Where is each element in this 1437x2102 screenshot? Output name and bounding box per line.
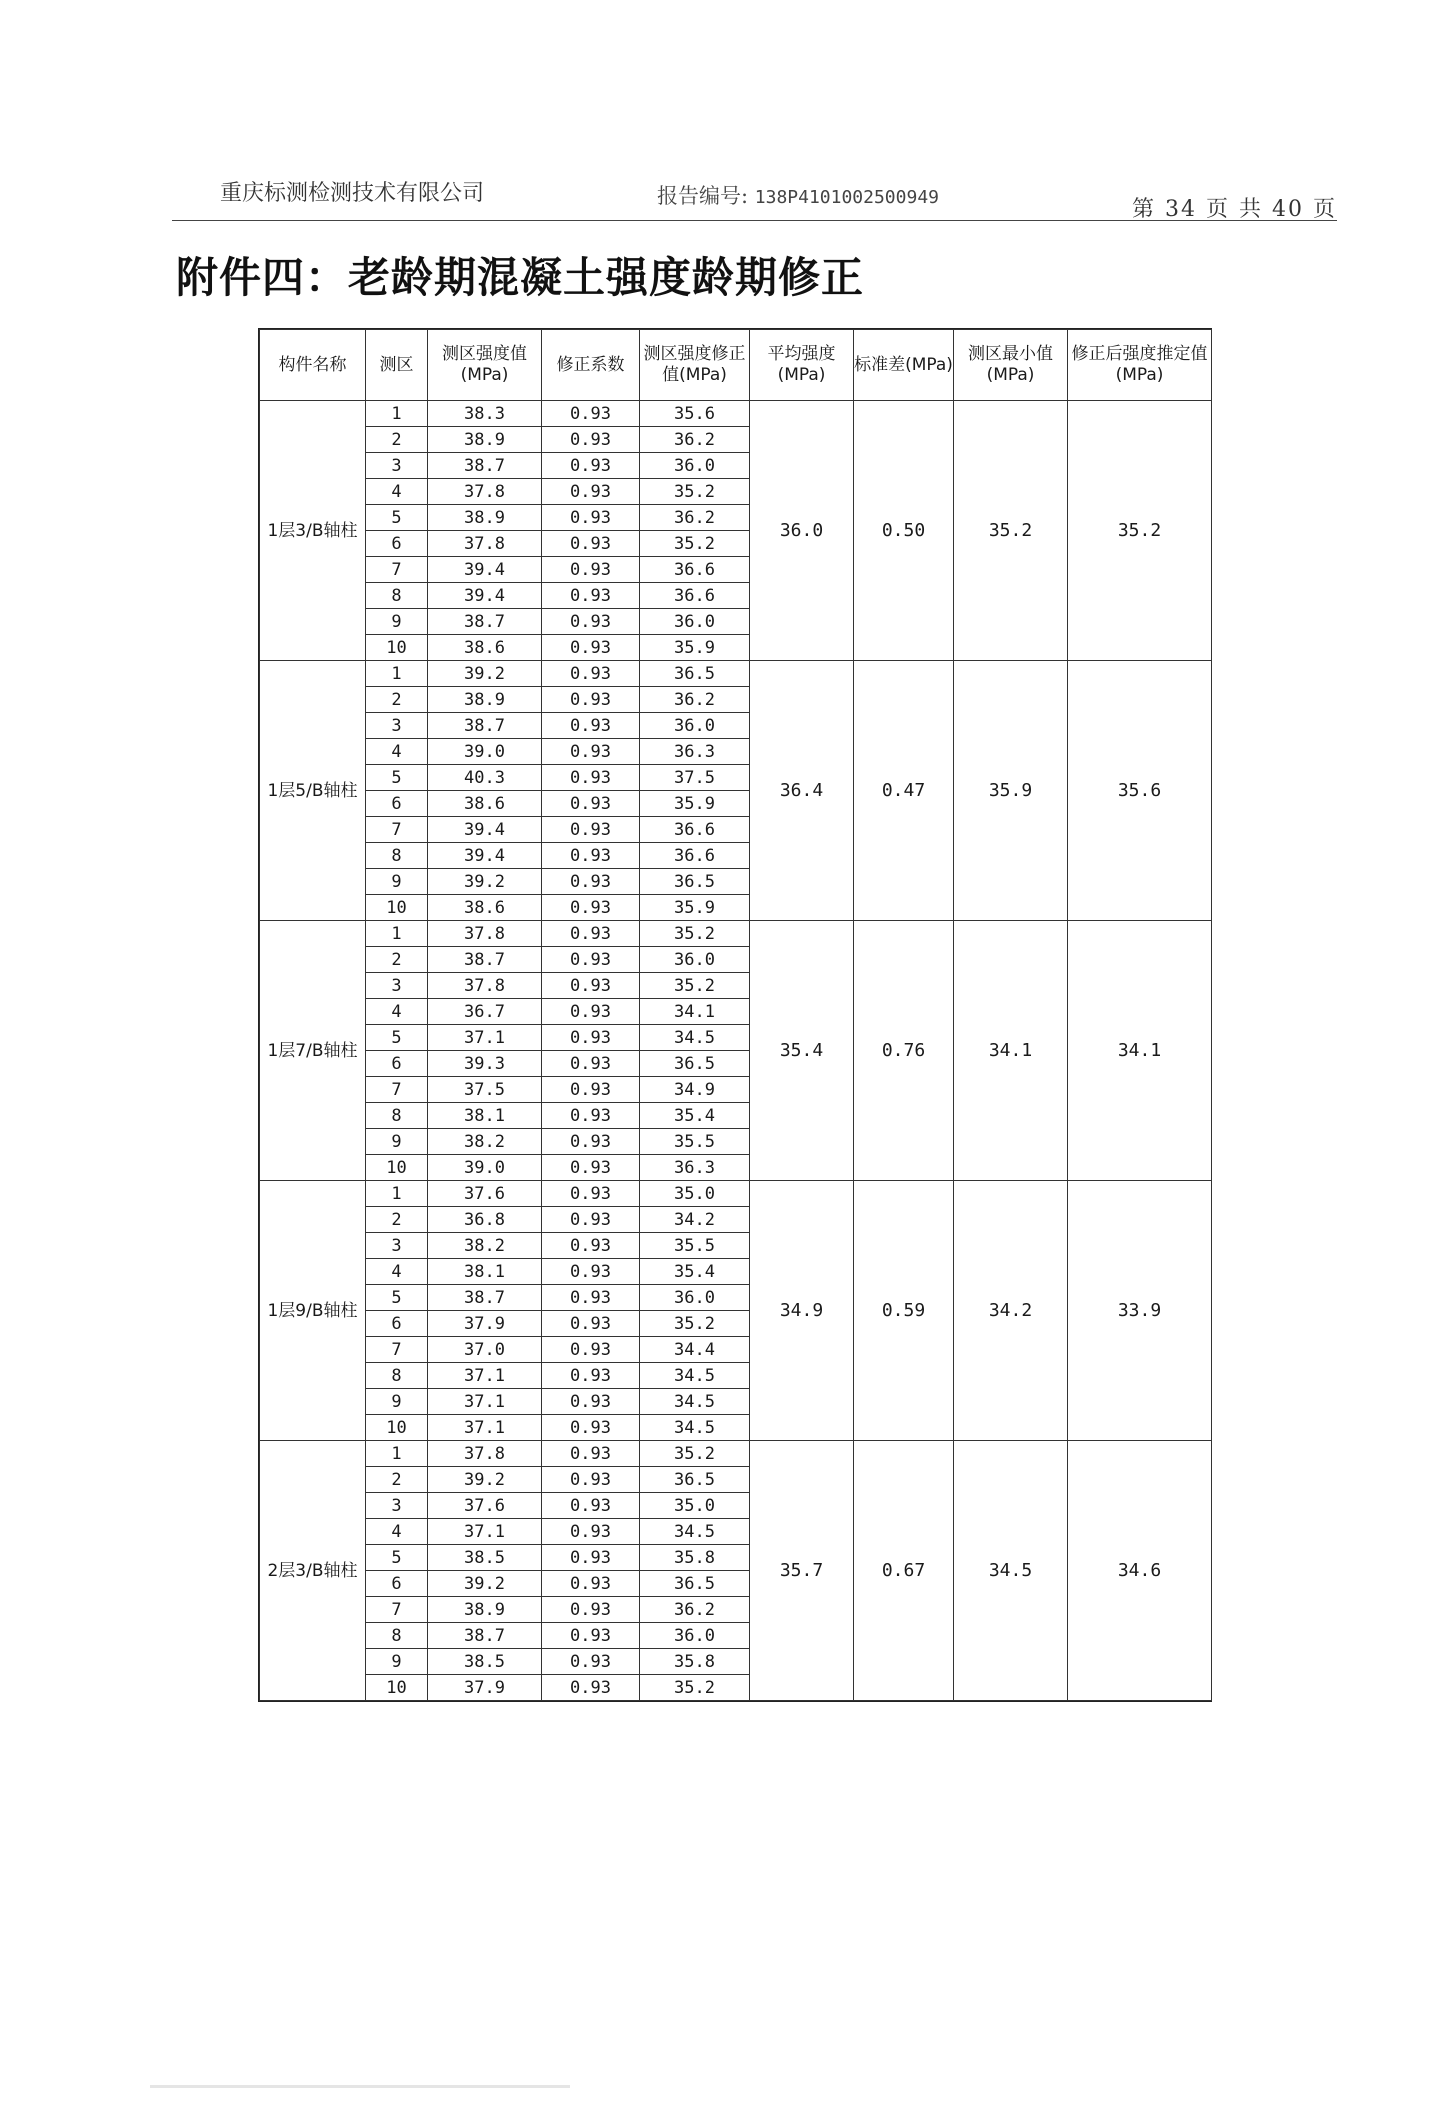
- estimate-cell: 33.9: [1068, 1181, 1212, 1441]
- zone-strength-cell: 38.7: [428, 609, 542, 635]
- zone-strength-cell: 38.3: [428, 401, 542, 427]
- corrected-strength-cell: 36.2: [640, 687, 750, 713]
- zone-strength-cell: 38.7: [428, 1285, 542, 1311]
- col-header-std: 标准差(MPa): [854, 330, 954, 401]
- zone-strength-cell: 37.5: [428, 1077, 542, 1103]
- zone-cell: 5: [366, 505, 428, 531]
- mean-cell: 34.9: [750, 1181, 854, 1441]
- zone-strength-cell: 37.9: [428, 1675, 542, 1701]
- zone-strength-cell: 38.7: [428, 713, 542, 739]
- correction-factor-cell: 0.93: [542, 739, 640, 765]
- zone-cell: 4: [366, 1259, 428, 1285]
- corrected-strength-cell: 35.8: [640, 1545, 750, 1571]
- correction-factor-cell: 0.93: [542, 843, 640, 869]
- col-header-correction-factor: 修正系数: [542, 330, 640, 401]
- col-header-mean: 平均强度(MPa): [750, 330, 854, 401]
- zone-strength-cell: 39.4: [428, 583, 542, 609]
- corrected-strength-cell: 35.6: [640, 401, 750, 427]
- zone-cell: 10: [366, 635, 428, 661]
- report-number: [657, 180, 939, 210]
- correction-factor-cell: 0.93: [542, 557, 640, 583]
- corrected-strength-cell: 36.6: [640, 843, 750, 869]
- document-title: 附件四：老龄期混凝土强度龄期修正: [176, 253, 865, 302]
- corrected-strength-cell: 36.5: [640, 869, 750, 895]
- zone-strength-cell: 37.9: [428, 1311, 542, 1337]
- company-name: 重庆标测检测技术有限公司: [220, 181, 485, 206]
- correction-factor-cell: 0.93: [542, 1025, 640, 1051]
- strength-correction-table: [259, 329, 1212, 1701]
- zone-strength-cell: 37.1: [428, 1389, 542, 1415]
- correction-factor-cell: 0.93: [542, 765, 640, 791]
- member-name-cell: 1层3/B轴柱: [260, 401, 366, 661]
- zone-cell: 1: [366, 661, 428, 687]
- zone-cell: 5: [366, 1025, 428, 1051]
- zone-strength-cell: 36.8: [428, 1207, 542, 1233]
- corrected-strength-cell: 35.4: [640, 1259, 750, 1285]
- zone-cell: 10: [366, 1155, 428, 1181]
- zone-cell: 8: [366, 843, 428, 869]
- zone-strength-cell: 37.8: [428, 921, 542, 947]
- zone-cell: 5: [366, 765, 428, 791]
- page-number: 第 34 页 共 40 页: [1132, 197, 1337, 222]
- correction-factor-cell: 0.93: [542, 687, 640, 713]
- zone-cell: 5: [366, 1285, 428, 1311]
- zone-strength-cell: 38.7: [428, 947, 542, 973]
- corrected-strength-cell: 36.5: [640, 1467, 750, 1493]
- zone-cell: 8: [366, 1623, 428, 1649]
- zone-strength-cell: 38.6: [428, 895, 542, 921]
- zone-strength-cell: 39.2: [428, 869, 542, 895]
- zone-cell: 4: [366, 479, 428, 505]
- correction-factor-cell: 0.93: [542, 1311, 640, 1337]
- zone-strength-cell: 37.1: [428, 1025, 542, 1051]
- zone-strength-cell: 39.0: [428, 739, 542, 765]
- zone-strength-cell: 38.9: [428, 427, 542, 453]
- zone-strength-cell: 37.6: [428, 1493, 542, 1519]
- mean-cell: 36.4: [750, 661, 854, 921]
- zone-cell: 9: [366, 1649, 428, 1675]
- min-cell: 34.1: [954, 921, 1068, 1181]
- zone-cell: 2: [366, 427, 428, 453]
- corrected-strength-cell: 35.9: [640, 791, 750, 817]
- correction-factor-cell: 0.93: [542, 1545, 640, 1571]
- zone-cell: 7: [366, 1337, 428, 1363]
- correction-factor-cell: 0.93: [542, 1181, 640, 1207]
- zone-cell: 1: [366, 1181, 428, 1207]
- col-header-member: 构件名称: [260, 330, 366, 401]
- zone-strength-cell: 38.2: [428, 1233, 542, 1259]
- zone-cell: 7: [366, 1597, 428, 1623]
- corrected-strength-cell: 36.2: [640, 1597, 750, 1623]
- zone-cell: 8: [366, 1363, 428, 1389]
- correction-factor-cell: 0.93: [542, 661, 640, 687]
- col-header-zone: 测区: [366, 330, 428, 401]
- zone-strength-cell: 39.2: [428, 1467, 542, 1493]
- zone-strength-cell: 39.4: [428, 817, 542, 843]
- zone-strength-cell: 37.1: [428, 1415, 542, 1441]
- corrected-strength-cell: 34.1: [640, 999, 750, 1025]
- estimate-cell: 34.1: [1068, 921, 1212, 1181]
- correction-factor-cell: 0.93: [542, 1207, 640, 1233]
- correction-factor-cell: 0.93: [542, 1597, 640, 1623]
- zone-cell: 1: [366, 921, 428, 947]
- zone-cell: 2: [366, 1207, 428, 1233]
- min-cell: 34.5: [954, 1441, 1068, 1701]
- corrected-strength-cell: 36.3: [640, 1155, 750, 1181]
- member-name-cell: 1层5/B轴柱: [260, 661, 366, 921]
- zone-cell: 9: [366, 1129, 428, 1155]
- correction-factor-cell: 0.93: [542, 1363, 640, 1389]
- corrected-strength-cell: 34.5: [640, 1363, 750, 1389]
- correction-factor-cell: 0.93: [542, 479, 640, 505]
- member-name-cell: 1层7/B轴柱: [260, 921, 366, 1181]
- corrected-strength-cell: 35.2: [640, 531, 750, 557]
- zone-strength-cell: 39.2: [428, 1571, 542, 1597]
- zone-cell: 10: [366, 1415, 428, 1441]
- correction-factor-cell: 0.93: [542, 453, 640, 479]
- corrected-strength-cell: 35.9: [640, 895, 750, 921]
- mean-cell: 35.4: [750, 921, 854, 1181]
- mean-cell: 36.0: [750, 401, 854, 661]
- zone-strength-cell: 38.1: [428, 1259, 542, 1285]
- zone-cell: 6: [366, 531, 428, 557]
- corrected-strength-cell: 35.2: [640, 1311, 750, 1337]
- zone-strength-cell: 38.9: [428, 505, 542, 531]
- zone-cell: 6: [366, 791, 428, 817]
- corrected-strength-cell: 35.2: [640, 921, 750, 947]
- col-header-estimate: 修正后强度推定值(MPa): [1068, 330, 1212, 401]
- correction-factor-cell: 0.93: [542, 1415, 640, 1441]
- zone-strength-cell: 37.1: [428, 1519, 542, 1545]
- zone-cell: 4: [366, 739, 428, 765]
- correction-factor-cell: 0.93: [542, 1571, 640, 1597]
- zone-cell: 10: [366, 1675, 428, 1701]
- correction-factor-cell: 0.93: [542, 713, 640, 739]
- zone-cell: 8: [366, 1103, 428, 1129]
- zone-cell: 7: [366, 817, 428, 843]
- scan-artifact: [150, 2085, 570, 2088]
- zone-strength-cell: 38.2: [428, 1129, 542, 1155]
- zone-strength-cell: 38.5: [428, 1545, 542, 1571]
- corrected-strength-cell: 36.6: [640, 817, 750, 843]
- zone-cell: 3: [366, 1233, 428, 1259]
- zone-strength-cell: 38.7: [428, 453, 542, 479]
- zone-cell: 8: [366, 583, 428, 609]
- zone-cell: 2: [366, 947, 428, 973]
- corrected-strength-cell: 34.5: [640, 1519, 750, 1545]
- corrected-strength-cell: 34.2: [640, 1207, 750, 1233]
- zone-strength-cell: 39.0: [428, 1155, 542, 1181]
- zone-strength-cell: 38.9: [428, 687, 542, 713]
- correction-factor-cell: 0.93: [542, 817, 640, 843]
- correction-factor-cell: 0.93: [542, 505, 640, 531]
- corrected-strength-cell: 35.2: [640, 973, 750, 999]
- table-row: [260, 401, 1212, 427]
- corrected-strength-cell: 36.2: [640, 505, 750, 531]
- zone-cell: 3: [366, 453, 428, 479]
- estimate-cell: 34.6: [1068, 1441, 1212, 1701]
- corrected-strength-cell: 35.8: [640, 1649, 750, 1675]
- zone-strength-cell: 36.7: [428, 999, 542, 1025]
- corrected-strength-cell: 36.5: [640, 1051, 750, 1077]
- corrected-strength-cell: 35.2: [640, 1441, 750, 1467]
- correction-factor-cell: 0.93: [542, 1285, 640, 1311]
- corrected-strength-cell: 36.0: [640, 713, 750, 739]
- report-number-label: 报告编号:: [657, 184, 749, 208]
- zone-cell: 1: [366, 401, 428, 427]
- corrected-strength-cell: 36.2: [640, 427, 750, 453]
- corrected-strength-cell: 35.9: [640, 635, 750, 661]
- zone-cell: 3: [366, 713, 428, 739]
- zone-strength-cell: 37.0: [428, 1337, 542, 1363]
- zone-strength-cell: 38.1: [428, 1103, 542, 1129]
- zone-cell: 7: [366, 1077, 428, 1103]
- zone-cell: 4: [366, 1519, 428, 1545]
- zone-cell: 7: [366, 557, 428, 583]
- table-body: [260, 401, 1212, 1701]
- corrected-strength-cell: 36.0: [640, 1285, 750, 1311]
- zone-cell: 9: [366, 609, 428, 635]
- corrected-strength-cell: 35.4: [640, 1103, 750, 1129]
- min-cell: 35.2: [954, 401, 1068, 661]
- table-row: [260, 1441, 1212, 1467]
- correction-factor-cell: 0.93: [542, 609, 640, 635]
- zone-strength-cell: 38.7: [428, 1623, 542, 1649]
- strength-table-container: [258, 328, 1212, 1702]
- zone-strength-cell: 37.8: [428, 973, 542, 999]
- zone-strength-cell: 39.3: [428, 1051, 542, 1077]
- correction-factor-cell: 0.93: [542, 1441, 640, 1467]
- corrected-strength-cell: 34.4: [640, 1337, 750, 1363]
- correction-factor-cell: 0.93: [542, 791, 640, 817]
- correction-factor-cell: 0.93: [542, 583, 640, 609]
- zone-cell: 5: [366, 1545, 428, 1571]
- corrected-strength-cell: 36.0: [640, 1623, 750, 1649]
- zone-strength-cell: 37.8: [428, 479, 542, 505]
- correction-factor-cell: 0.93: [542, 427, 640, 453]
- zone-strength-cell: 39.2: [428, 661, 542, 687]
- correction-factor-cell: 0.93: [542, 401, 640, 427]
- zone-cell: 3: [366, 973, 428, 999]
- zone-cell: 6: [366, 1311, 428, 1337]
- correction-factor-cell: 0.93: [542, 635, 640, 661]
- zone-cell: 6: [366, 1571, 428, 1597]
- table-row: [260, 921, 1212, 947]
- correction-factor-cell: 0.93: [542, 973, 640, 999]
- corrected-strength-cell: 36.0: [640, 453, 750, 479]
- correction-factor-cell: 0.93: [542, 1051, 640, 1077]
- zone-cell: 1: [366, 1441, 428, 1467]
- std-cell: 0.50: [854, 401, 954, 661]
- correction-factor-cell: 0.93: [542, 1233, 640, 1259]
- correction-factor-cell: 0.93: [542, 1519, 640, 1545]
- col-header-min: 测区最小值(MPa): [954, 330, 1068, 401]
- std-cell: 0.47: [854, 661, 954, 921]
- table-row: [260, 1181, 1212, 1207]
- correction-factor-cell: 0.93: [542, 947, 640, 973]
- min-cell: 35.9: [954, 661, 1068, 921]
- correction-factor-cell: 0.93: [542, 1129, 640, 1155]
- zone-cell: 10: [366, 895, 428, 921]
- corrected-strength-cell: 34.9: [640, 1077, 750, 1103]
- zone-strength-cell: 37.8: [428, 1441, 542, 1467]
- estimate-cell: 35.2: [1068, 401, 1212, 661]
- zone-strength-cell: 38.5: [428, 1649, 542, 1675]
- zone-cell: 6: [366, 1051, 428, 1077]
- zone-strength-cell: 39.4: [428, 557, 542, 583]
- zone-strength-cell: 38.9: [428, 1597, 542, 1623]
- correction-factor-cell: 0.93: [542, 1155, 640, 1181]
- correction-factor-cell: 0.93: [542, 1259, 640, 1285]
- correction-factor-cell: 0.93: [542, 1389, 640, 1415]
- table-header-row: [260, 330, 1212, 401]
- col-header-zone-strength: 测区强度值(MPa): [428, 330, 542, 401]
- col-header-corrected-strength: 测区强度修正值(MPa): [640, 330, 750, 401]
- zone-cell: 3: [366, 1493, 428, 1519]
- correction-factor-cell: 0.93: [542, 869, 640, 895]
- correction-factor-cell: 0.93: [542, 1649, 640, 1675]
- zone-cell: 2: [366, 1467, 428, 1493]
- table-row: [260, 661, 1212, 687]
- corrected-strength-cell: 34.5: [640, 1025, 750, 1051]
- correction-factor-cell: 0.93: [542, 1077, 640, 1103]
- corrected-strength-cell: 36.5: [640, 661, 750, 687]
- correction-factor-cell: 0.93: [542, 1493, 640, 1519]
- zone-strength-cell: 37.1: [428, 1363, 542, 1389]
- zone-strength-cell: 40.3: [428, 765, 542, 791]
- corrected-strength-cell: 35.2: [640, 479, 750, 505]
- correction-factor-cell: 0.93: [542, 1103, 640, 1129]
- std-cell: 0.76: [854, 921, 954, 1181]
- corrected-strength-cell: 35.5: [640, 1129, 750, 1155]
- correction-factor-cell: 0.93: [542, 531, 640, 557]
- zone-strength-cell: 39.4: [428, 843, 542, 869]
- correction-factor-cell: 0.93: [542, 1337, 640, 1363]
- zone-strength-cell: 37.6: [428, 1181, 542, 1207]
- correction-factor-cell: 0.93: [542, 895, 640, 921]
- zone-cell: 4: [366, 999, 428, 1025]
- correction-factor-cell: 0.93: [542, 999, 640, 1025]
- corrected-strength-cell: 35.0: [640, 1181, 750, 1207]
- zone-cell: 9: [366, 869, 428, 895]
- zone-cell: 2: [366, 687, 428, 713]
- correction-factor-cell: 0.93: [542, 921, 640, 947]
- zone-cell: 9: [366, 1389, 428, 1415]
- corrected-strength-cell: 34.5: [640, 1415, 750, 1441]
- estimate-cell: 35.6: [1068, 661, 1212, 921]
- corrected-strength-cell: 34.5: [640, 1389, 750, 1415]
- corrected-strength-cell: 35.0: [640, 1493, 750, 1519]
- member-name-cell: 2层3/B轴柱: [260, 1441, 366, 1701]
- zone-strength-cell: 38.6: [428, 635, 542, 661]
- zone-strength-cell: 37.8: [428, 531, 542, 557]
- correction-factor-cell: 0.93: [542, 1675, 640, 1701]
- corrected-strength-cell: 36.5: [640, 1571, 750, 1597]
- mean-cell: 35.7: [750, 1441, 854, 1701]
- correction-factor-cell: 0.93: [542, 1467, 640, 1493]
- corrected-strength-cell: 36.6: [640, 557, 750, 583]
- correction-factor-cell: 0.93: [542, 1623, 640, 1649]
- corrected-strength-cell: 36.6: [640, 583, 750, 609]
- min-cell: 34.2: [954, 1181, 1068, 1441]
- member-name-cell: 1层9/B轴柱: [260, 1181, 366, 1441]
- zone-strength-cell: 38.6: [428, 791, 542, 817]
- page-header: [172, 168, 1337, 221]
- std-cell: 0.67: [854, 1441, 954, 1701]
- std-cell: 0.59: [854, 1181, 954, 1441]
- corrected-strength-cell: 36.0: [640, 609, 750, 635]
- corrected-strength-cell: 35.2: [640, 1675, 750, 1701]
- corrected-strength-cell: 37.5: [640, 765, 750, 791]
- corrected-strength-cell: 36.0: [640, 947, 750, 973]
- corrected-strength-cell: 35.5: [640, 1233, 750, 1259]
- corrected-strength-cell: 36.3: [640, 739, 750, 765]
- report-number-value: 138P4101002500949: [754, 187, 939, 208]
